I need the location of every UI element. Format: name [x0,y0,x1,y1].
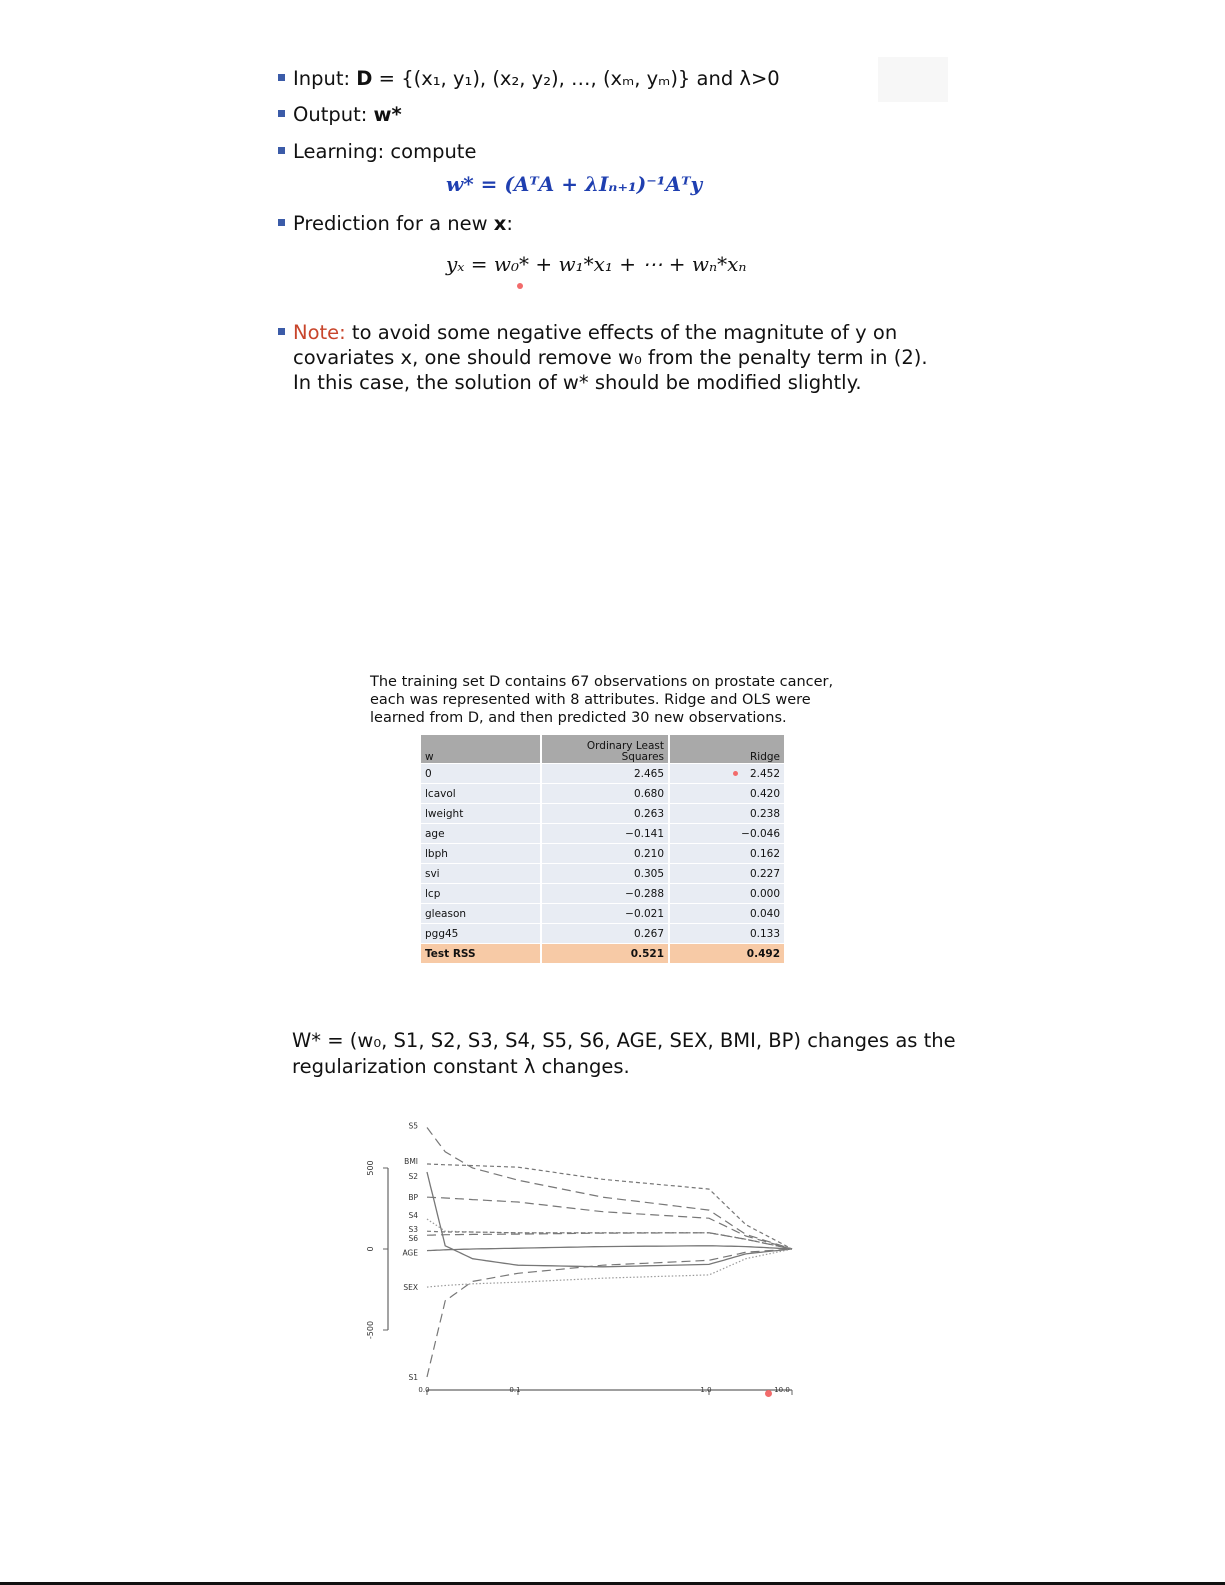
series-label-s5: S5 [408,1121,418,1131]
prediction-formula: yₓ = w₀* + w₁*x₁ + ⋯ + wₙ*xₙ [446,252,747,276]
table-cell: Test RSS [421,944,541,964]
series-label-bp: BP [408,1193,418,1203]
table-cell: lcavol [421,784,541,804]
table-cell: 0.162 [669,844,785,864]
header-ridge: Ridge [669,735,785,764]
x-tick-label: 1.0 [700,1386,712,1394]
table-cell: 0.305 [541,864,669,884]
table-cell: lcp [421,884,541,904]
cursor-dot [765,1390,772,1397]
learning-label: Learning: compute [293,140,477,163]
y-tick-label: 0 [366,1246,375,1252]
input-rest: = {(x₁, y₁), (x₂, y₂), …, (xₘ, yₘ)} and λ>0 [372,67,780,90]
table-cell: −0.288 [541,884,669,904]
table-cell: 0.492 [669,944,785,964]
series-label-s3: S3 [408,1225,418,1235]
note-line-3: In this case, the solution of w* should be modified slightly. [293,371,862,394]
table-cell: 0.680 [541,784,669,804]
series-line-s5 [427,1128,792,1250]
header-w: w [421,735,541,764]
series-line-bp [427,1197,792,1249]
regularization-text-2: regularization constant λ changes. [292,1055,630,1078]
series-label-sex: SEX [403,1283,418,1293]
series-label-s4: S4 [408,1211,418,1221]
table-cell: 0.210 [541,844,669,864]
header-ols: Ordinary Least Squares [541,735,669,764]
series-line-age [427,1246,792,1251]
x-tick-label: 0.0 [418,1386,430,1394]
prostate-text-2: each was represented with 8 attributes. Ridge and OLS were [370,692,811,708]
output-w: w* [373,103,402,126]
table-cell: −0.141 [541,824,669,844]
y-tick-label: -500 [366,1320,375,1340]
prostate-text-1: The training set D contains 67 observations on prostate cancer, [370,674,834,690]
prediction-label: Prediction for a new [293,212,494,235]
series-label-s6: S6 [408,1234,418,1244]
table-cell: 0.267 [541,924,669,944]
y-tick-label: 500 [366,1160,375,1176]
table-cell: 0.227 [669,864,785,884]
prostate-text-3: learned from D, and then predicted 30 new observations. [370,710,787,726]
series-line-s4 [427,1219,792,1249]
series-label-age: AGE [402,1248,418,1258]
table-cell: 0.040 [669,904,785,924]
table-cell: −0.021 [541,904,669,924]
output-label: Output: [293,103,374,126]
table-cell: 0.420 [669,784,785,804]
note-line-1: to avoid some negative effects of the magnitute of y on [345,321,898,344]
regularization-line-1: W* = (w₀, S1, S2, S3, S4, S5, S6, AGE, SEX, BMI, BP) changes as the [292,1029,956,1052]
table-cell: pgg45 [421,924,541,944]
x-tick-label: 0.1 [509,1386,521,1394]
input-d: D [356,67,373,90]
table-cell: 0.521 [541,944,669,964]
note-label: Note: [293,321,346,344]
table-cell: 0.238 [669,804,785,824]
table-cell: 0.133 [669,924,785,944]
prediction-x: x [493,212,507,235]
table-cell: svi [421,864,541,884]
table-cell: 0 [421,764,541,784]
series-line-s1 [427,1249,792,1377]
table-cell: lweight [421,804,541,824]
input-label: Input: [293,67,357,90]
note-line-2: covariates x, one should remove w₀ from the penalty term in (2). [293,346,928,369]
table-cell: 2.452 [669,764,785,784]
table-cell: age [421,824,541,844]
table-cell: lbph [421,844,541,864]
series-line-s2 [427,1172,792,1267]
series-label-s2: S2 [408,1172,418,1182]
series-line-bmi [427,1164,792,1249]
series-label-s1: S1 [408,1372,418,1382]
table-cell: gleason [421,904,541,924]
table-cell: 2.465 [541,764,669,784]
prediction-colon: : [506,212,513,235]
learning-formula: w* = (AᵀA + λIₙ₊₁)⁻¹Aᵀy [446,172,703,196]
table-cell: 0.263 [541,804,669,824]
x-tick-label: 10.0 [774,1386,790,1394]
series-label-bmi: BMI [404,1156,418,1166]
table-cell: −0.046 [669,824,785,844]
table-cell: 0.000 [669,884,785,904]
